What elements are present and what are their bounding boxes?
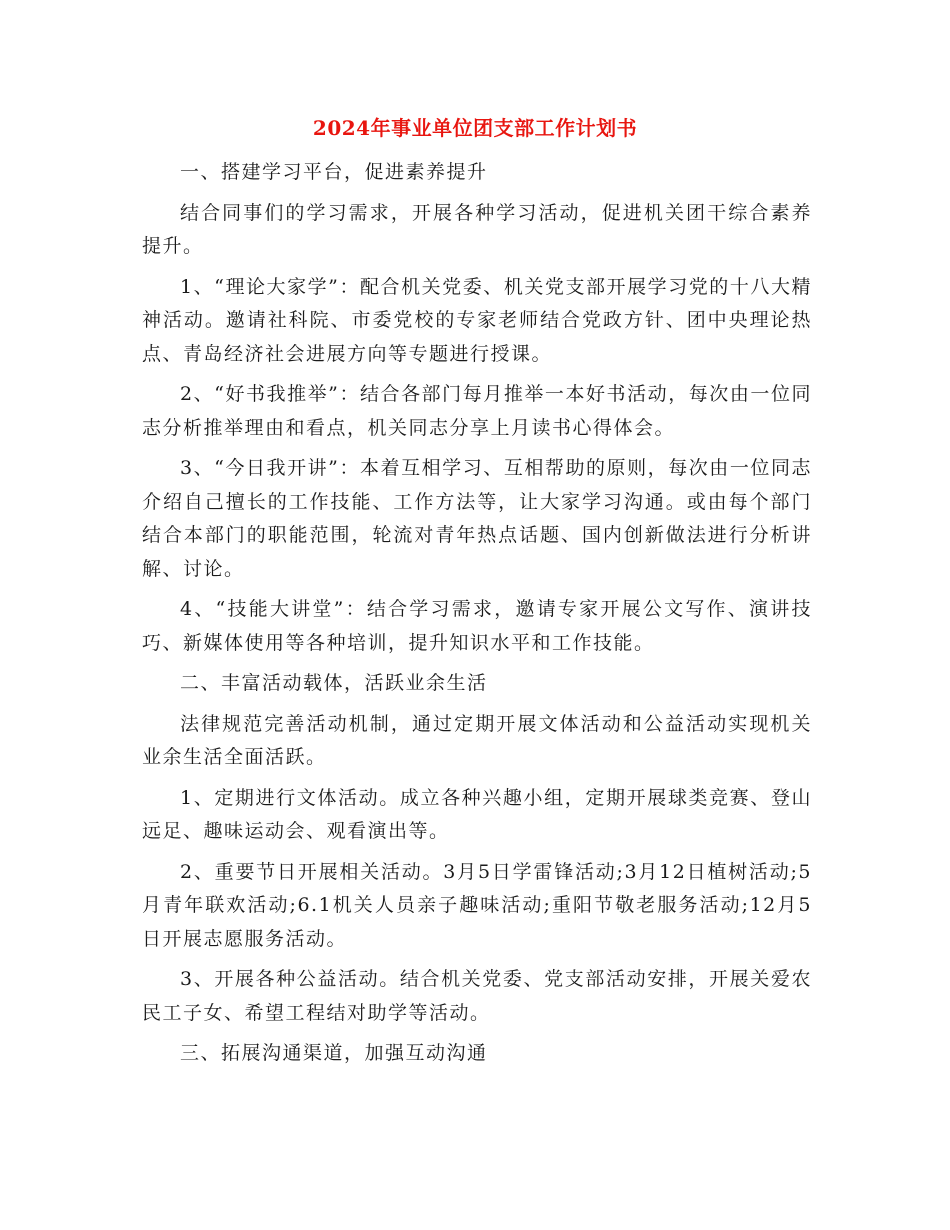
list-item-today-lecture: 3、“今日我开讲”：本着互相学习、互相帮助的原则，每次由一位同志介绍自己擅长的工作技能、工作方法等，让大家学习沟通。或由每个部门结合本部门的职能范围，轮流对青年热点话题、国内创新做法进行分析讲解、讨论。 — [142, 457, 812, 580]
section-heading-3: 三、拓展沟通渠道，加强互动沟通 — [180, 1042, 488, 1064]
paragraph: 法律规范完善活动机制，通过定期开展文体活动和公益活动实现机关业余生活全面活跃。 — [142, 712, 812, 768]
list-item-sports-activities: 1、定期进行文体活动。成立各种兴趣小组，定期开展球类竞赛、登山远足、趣味运动会、观看演出等。 — [142, 786, 812, 842]
document-body — [142, 156, 812, 1078]
list-item-holiday-activities: 2、重要节日开展相关活动。3月5日学雷锋活动;3月12日植树活动;5月青年联欢活动;6.1机关人员亲子趣味活动;重阳节敬老服务活动;12月5日开展志愿服务活动。 — [142, 860, 812, 950]
list-item-skills-lecture: 4、“技能大讲堂”：结合学习需求，邀请专家开展公文写作、演讲技巧、新媒体使用等各种培训，提升知识水平和工作技能。 — [142, 598, 812, 654]
list-item-charity-activities: 3、开展各种公益活动。结合机关党委、党支部活动安排，开展关爱农民工子女、希望工程结对助学等活动。 — [142, 968, 812, 1024]
document-title: 2024年事业单位团支部工作计划书 — [312, 116, 638, 140]
list-item-theory-study: 1、“理论大家学”：配合机关党委、机关党支部开展学习党的十八大精神活动。邀请社科院、市委党校的专家老师结合党政方针、团中央理论热点、青岛经济社会进展方向等专题进行授课。 — [142, 275, 812, 365]
paragraph: 结合同事们的学习需求，开展各种学习活动，促进机关团干综合素养提升。 — [142, 201, 812, 257]
section-heading-1: 一、搭建学习平台，促进素养提升 — [180, 161, 488, 183]
list-item-book-recommendation: 2、“好书我推举”：结合各部门每月推举一本好书活动，每次由一位同志分析推举理由和看点，机关同志分享上月读书心得体会。 — [142, 383, 812, 439]
section-heading-2: 二、丰富活动载体，活跃业余生活 — [180, 672, 488, 694]
